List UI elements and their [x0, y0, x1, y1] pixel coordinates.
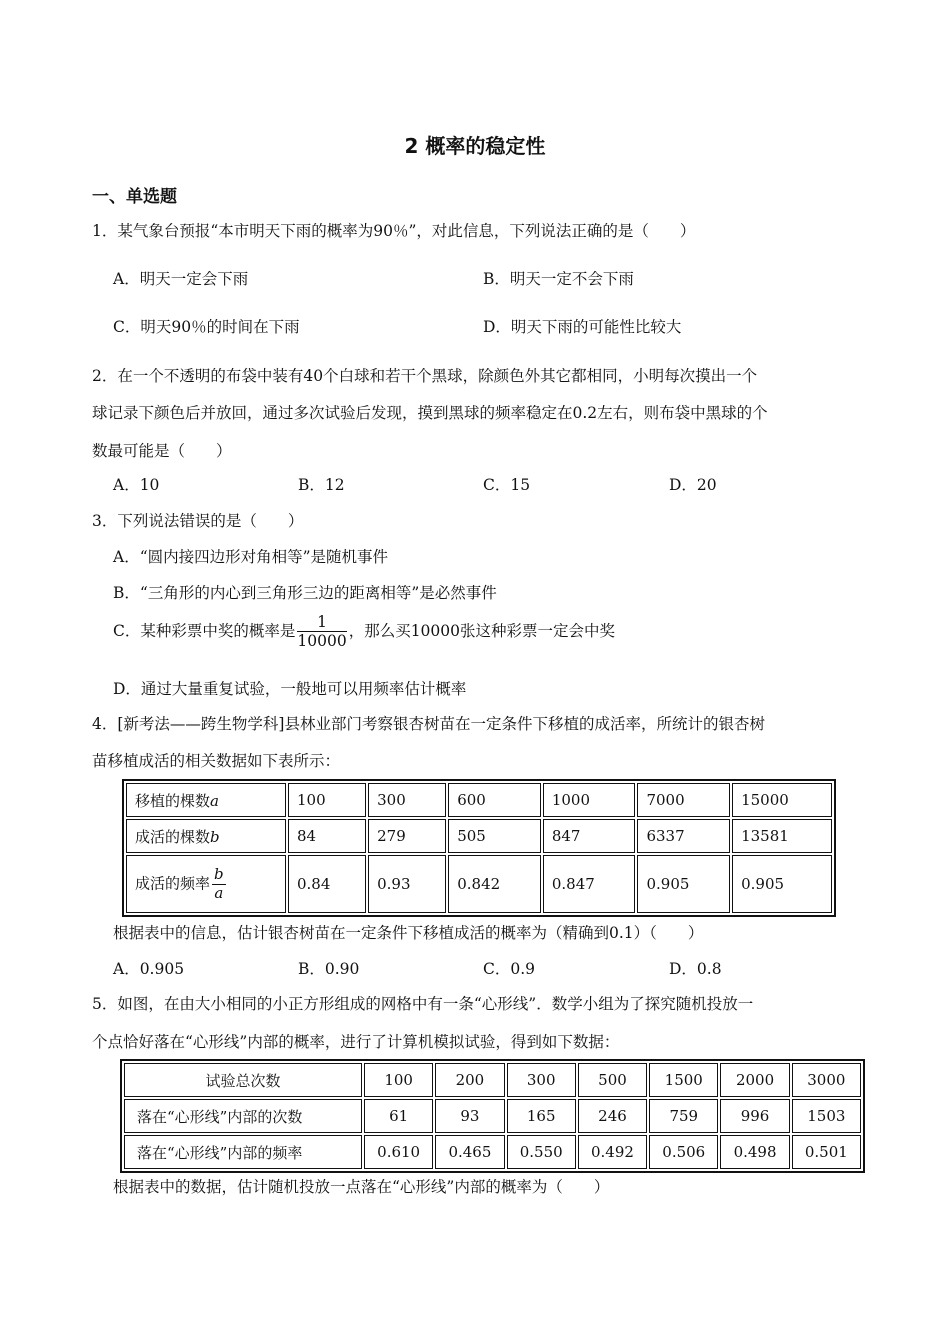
q2-option-a: A．10	[113, 476, 160, 494]
q2-option-c: C．15	[483, 476, 531, 494]
table-cell: 0.610	[364, 1135, 433, 1169]
table-cell-label: 移植的棵数a	[126, 783, 286, 817]
table-cell: 0.501	[792, 1135, 861, 1169]
table-cell: 100	[364, 1063, 433, 1097]
q4-option-d: D．0.8	[669, 960, 722, 978]
table-cell: 1500	[649, 1063, 718, 1097]
table-cell: 61	[364, 1099, 433, 1133]
section-heading: 一、单选题	[92, 187, 177, 207]
table-cell: 7000	[637, 783, 730, 817]
q5-line1: 5．如图，在由大小相同的小正方形组成的网格中有一条“心形线”．数学小组为了探究随机投放一	[92, 995, 754, 1013]
table-cell: 3000	[792, 1063, 861, 1097]
q5-data-table	[120, 1059, 865, 1173]
table-row	[124, 1135, 861, 1169]
table-cell-label: 成活的棵数b	[126, 819, 286, 853]
table-cell-label: 落在“心形线”内部的频率	[124, 1135, 362, 1169]
q3-option-c-post: ，那么买10000张这种彩票一定会中奖	[348, 621, 615, 640]
table-cell: 847	[543, 819, 636, 853]
table-cell: 279	[368, 819, 446, 853]
page-title: 2 概率的稳定性	[404, 134, 546, 158]
q3-option-c-pre: C．某种彩票中奖的概率是	[113, 621, 296, 640]
table-cell: 15000	[732, 783, 832, 817]
q3-fraction	[297, 614, 346, 650]
table-cell: 100	[288, 783, 366, 817]
table-cell: 93	[435, 1099, 504, 1133]
q2-line3: 数最可能是（ ）	[92, 442, 232, 460]
table-cell: 0.465	[435, 1135, 504, 1169]
q3-option-b: B．“三角形的内心到三角形三边的距离相等”是必然事件	[113, 584, 497, 602]
q3-option-a: A．“圆内接四边形对角相等”是随机事件	[113, 548, 389, 566]
table-cell: 0.847	[543, 855, 636, 913]
table-row	[124, 1063, 861, 1097]
q3-fraction-denominator: 10000	[297, 632, 347, 651]
table-row	[124, 1099, 861, 1133]
q4-data-table	[122, 779, 836, 917]
q1-option-d: D．明天下雨的可能性比较大	[483, 318, 682, 336]
table-cell: 500	[578, 1063, 647, 1097]
table-cell: 0.905	[637, 855, 730, 913]
table-row	[126, 783, 832, 817]
q1-option-a: A．明天一定会下雨	[113, 270, 249, 288]
q1-option-c: C．明天90％的时间在下雨	[113, 318, 300, 336]
table-row	[126, 819, 832, 853]
table-cell: 13581	[732, 819, 832, 853]
table-cell: 84	[288, 819, 366, 853]
q4-option-b: B．0.90	[298, 960, 360, 978]
table-cell: 759	[649, 1099, 718, 1133]
table-cell: 996	[720, 1099, 789, 1133]
q2-line2: 球记录下颜色后并放回，通过多次试验后发现，摸到黑球的频率稳定在0.2左右，则布袋中黑球的个	[92, 404, 768, 422]
q5-line2: 个点恰好落在“心形线”内部的概率，进行了计算机模拟试验，得到如下数据：	[92, 1033, 620, 1051]
table-cell: 1000	[543, 783, 636, 817]
table-row	[126, 855, 832, 913]
table-cell: 165	[507, 1099, 576, 1133]
table-cell: 246	[578, 1099, 647, 1133]
table-cell: 0.905	[732, 855, 832, 913]
q3-stem: 3．下列说法错误的是（ ）	[92, 512, 304, 530]
table-cell: 2000	[720, 1063, 789, 1097]
table-cell: 0.498	[720, 1135, 789, 1169]
table-cell: 0.492	[578, 1135, 647, 1169]
table-cell-label: 试验总次数	[124, 1063, 362, 1097]
table-cell: 300	[368, 783, 446, 817]
q3-fraction-numerator: 1	[297, 614, 346, 632]
table-cell: 505	[448, 819, 541, 853]
q4-line1: 4．[新考法——跨生物学科]县林业部门考察银杏树苗在一定条件下移植的成活率，所统计的银杏树	[92, 715, 765, 733]
table-cell-label: 成活的频率 $\frac{b}{a}$	[126, 855, 286, 913]
q4-option-c: C．0.9	[483, 960, 536, 978]
q2-option-b: B．12	[298, 476, 345, 494]
q2-option-d: D．20	[669, 476, 717, 494]
table-cell: 0.842	[448, 855, 541, 913]
q1-option-b: B．明天一定不会下雨	[483, 270, 634, 288]
table-cell: 0.550	[507, 1135, 576, 1169]
table-cell: 600	[448, 783, 541, 817]
table-cell: 1503	[792, 1099, 861, 1133]
table-cell: 300	[507, 1063, 576, 1097]
table-cell: 6337	[637, 819, 730, 853]
table-cell: 0.84	[288, 855, 366, 913]
q3-option-d: D．通过大量重复试验，一般地可以用频率估计概率	[113, 680, 467, 698]
q3-option-c	[113, 614, 615, 650]
q4-option-a: A．0.905	[113, 960, 185, 978]
q5-after: 根据表中的数据，估计随机投放一点落在“心形线”内部的概率为（ ）	[113, 1178, 610, 1196]
table-cell: 200	[435, 1063, 504, 1097]
q1-stem: 1．某气象台预报“本市明天下雨的概率为90％”，对此信息，下列说法正确的是（ ）	[92, 222, 696, 240]
table-cell: 0.506	[649, 1135, 718, 1169]
q2-line1: 2．在一个不透明的布袋中装有40个白球和若干个黑球，除颜色外其它都相同，小明每次摸出一个	[92, 367, 758, 385]
q4-line2: 苗移植成活的相关数据如下表所示：	[92, 752, 341, 770]
table-cell-label: 落在“心形线”内部的次数	[124, 1099, 362, 1133]
q4-after: 根据表中的信息，估计银杏树苗在一定条件下移植成活的概率为（精确到0.1）（ ）	[113, 924, 704, 942]
table-cell: 0.93	[368, 855, 446, 913]
